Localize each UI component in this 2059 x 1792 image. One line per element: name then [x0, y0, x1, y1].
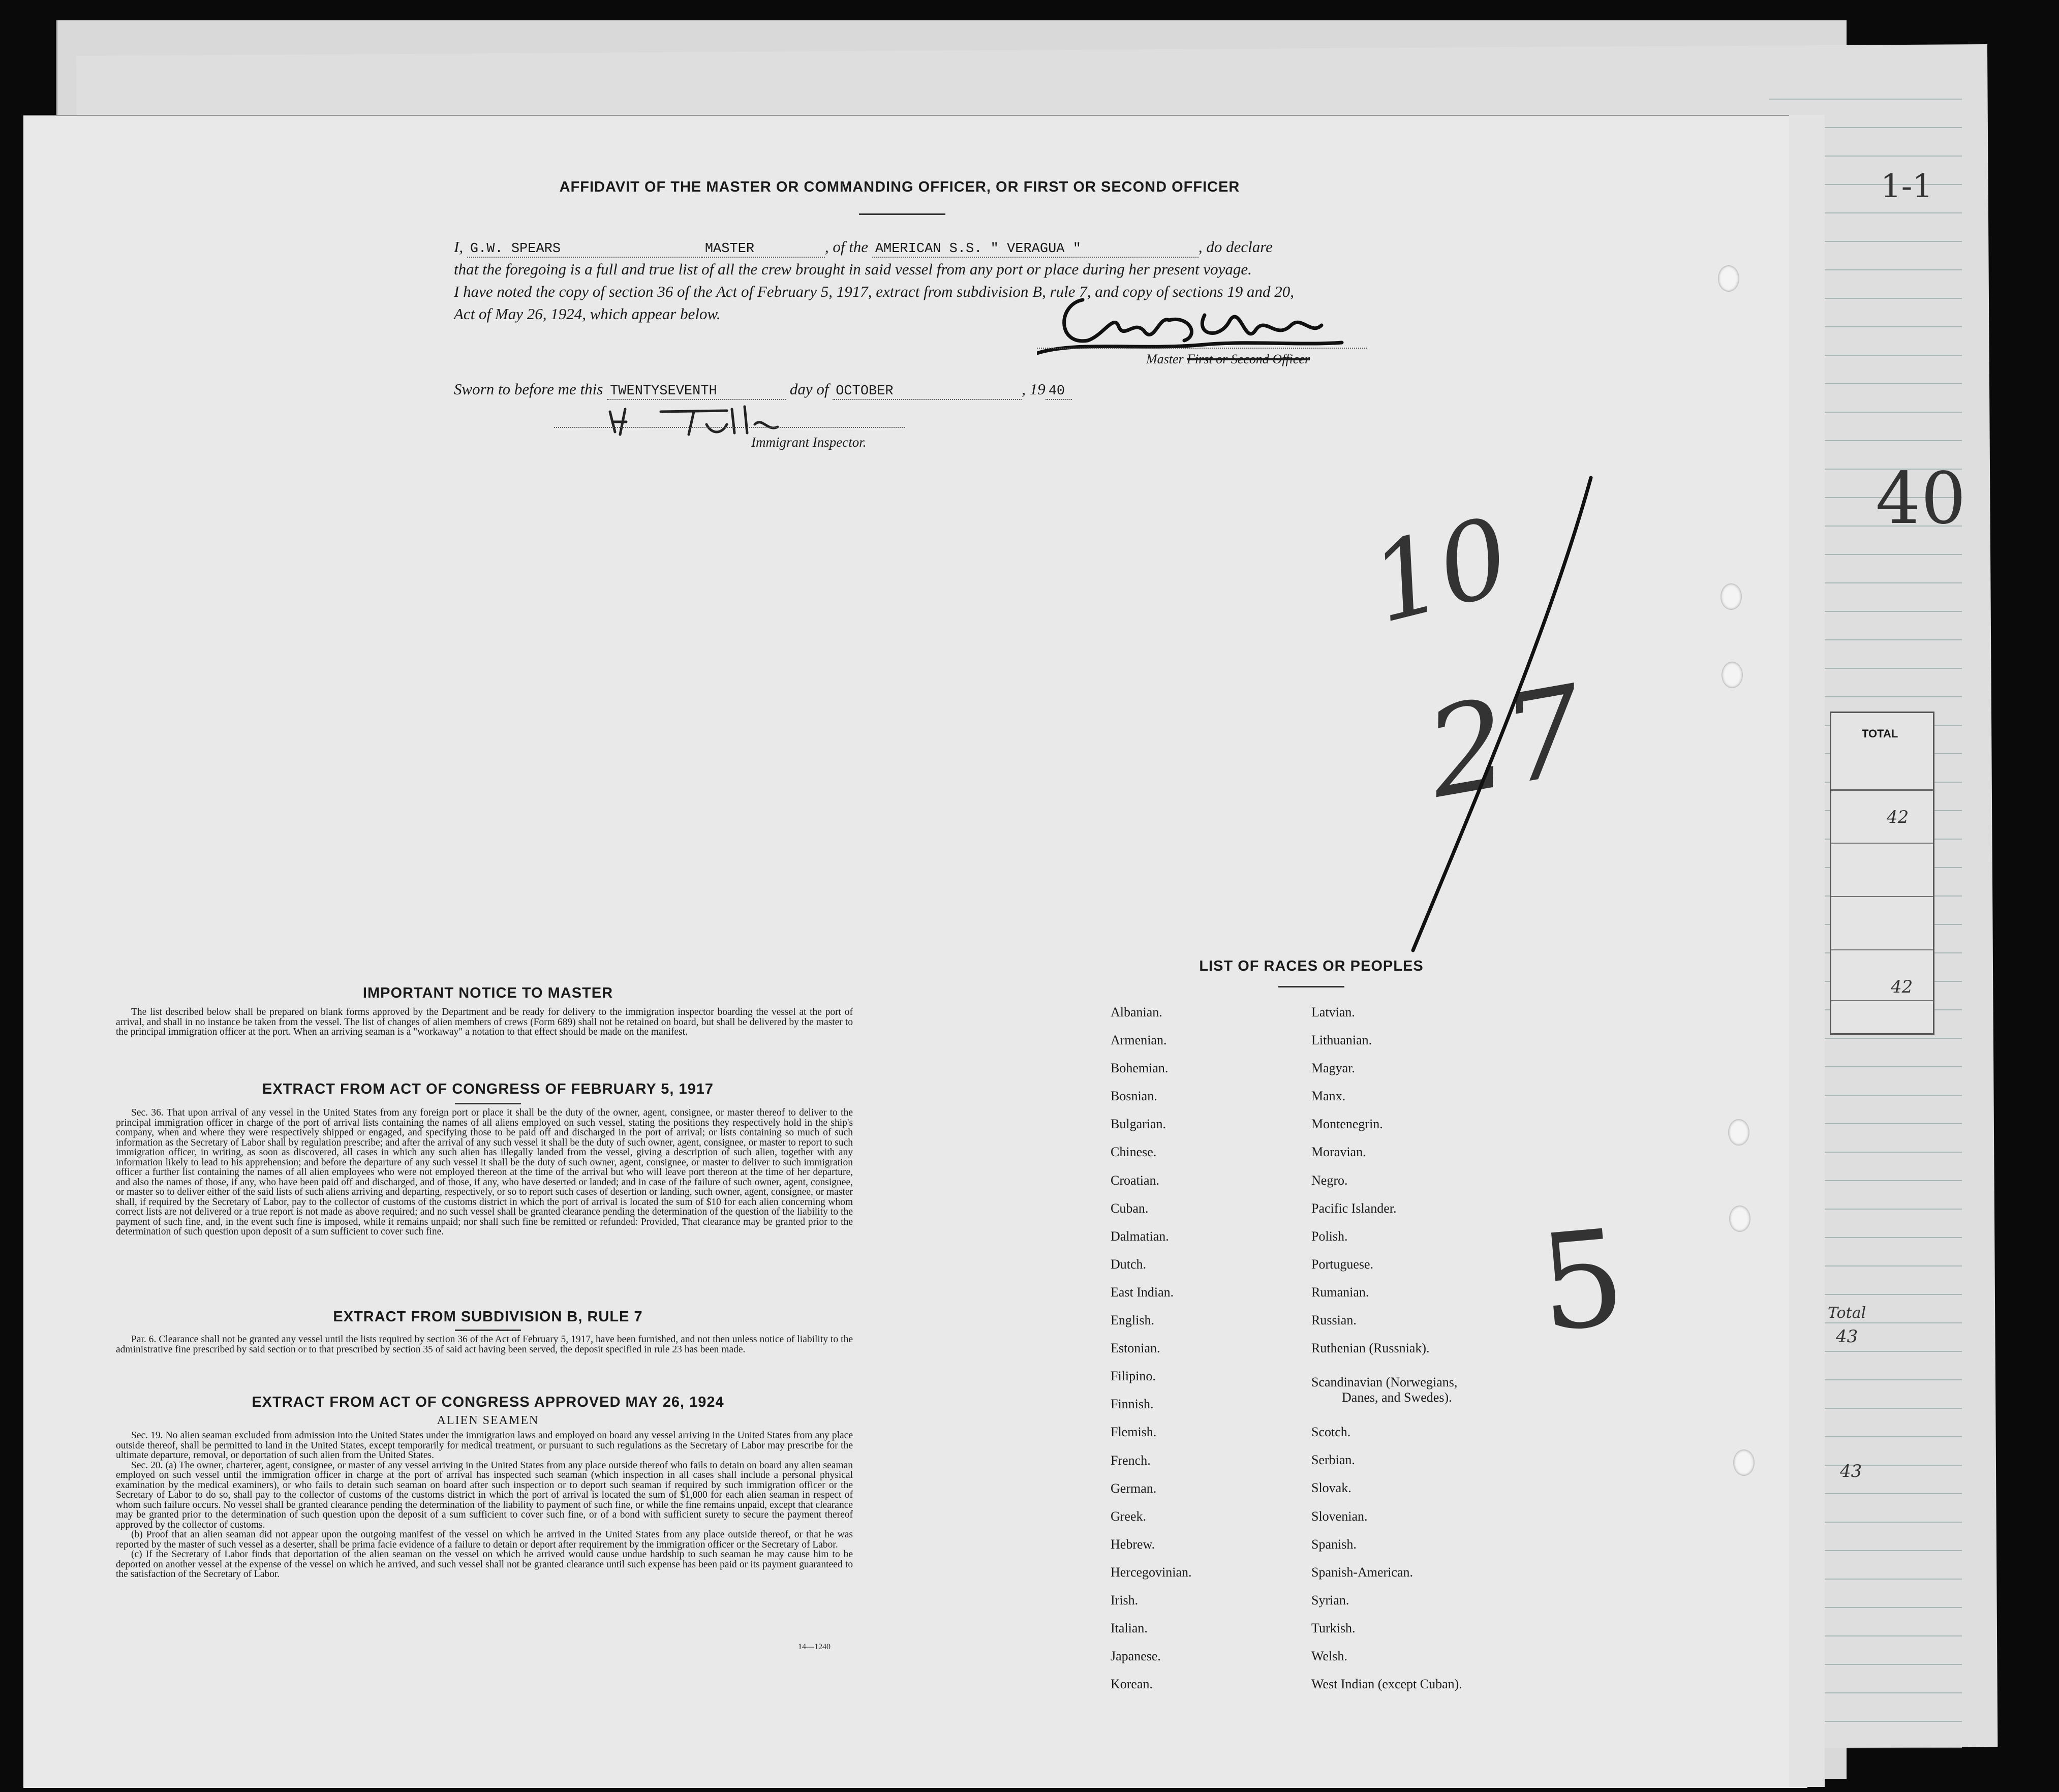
declaration-line-4: Act of May 26, 1924, which appear below.: [454, 305, 721, 323]
date-month: 10: [1359, 493, 1521, 647]
extract1-title: EXTRACT FROM ACT OF CONGRESS OF FEBRUARY 5, 1917: [262, 1081, 714, 1097]
page-number: 1-1: [1881, 168, 1933, 205]
punch-hole: [1729, 1206, 1750, 1232]
race-item: Welsh.: [1311, 1648, 1347, 1663]
race-item: Armenian.: [1111, 1033, 1167, 1048]
extract3-text: Sec. 19. No alien seaman excluded from admission into the United States under the immigration laws and employed on board any vessel arriving in the United States from any place outside thereof, shall be permitted to land in the United States, except temporarily for medical treatment, or pursuant to such regulations as the Secretary of Labor may prescribe for the ultimate departure, removal, or deportation of such alien from the United States. Sec. 20. (a) The owner, charterer, agent, consignee, or master of any vessel arriving in the United States from any place outside thereof who fails to detain on board any alien seaman employed on such vessel until the immigration officer in charge at the port of arrival has inspected such seaman (which inspection in all cases shall include a personal physical examination by the medical examiners), or who fails to detain such seaman on board after such inspection or to deport such seaman if required by such immigration officer or the Secretary of Labor to do so, shall pay to the collector of customs of the customs district in which the port of arrival is located the sum of $1,000 for each alien seaman in respect of whom such failure occurs. No vessel shall be granted clearance pending the determination of the liability to payment of such fine, or while the fine remains unpaid, except that clearance may be granted prior to the determination of such question upon the deposit of a sum sufficient to cover such fine, or of a bond with sufficient surety to secure the payment thereof approved by the collector of customs. (b) Proof that an alien seaman did not appear upon the outgoing manifest of the vessel on which he arrived in the United States from any place outside thereof, or that he was reported by the master of such vessel as a deserter, shall be prima facie evidence of a failure to detain or deport after requirement by the immigration officer or the Secretary of Labor. (c) If the Secretary of Labor finds that deportation of the alien seaman on the vessel on which he arrived would cause undue hardship to such seaman he may cause him to be deported on another vessel at the expense of the vessel on which he arrived, and such vessel shall not be granted clearance until such expense has been paid or its payment guaranteed to the satisfaction of the Secretary of Labor.: [116, 1430, 853, 1580]
sworn-day-field: TWENTYSEVENTH: [607, 384, 786, 400]
total-2: 43: [1840, 1461, 1862, 1481]
race-item: Portuguese.: [1311, 1256, 1374, 1272]
race-item: Filipino.: [1111, 1369, 1156, 1384]
race-item: Irish.: [1111, 1592, 1139, 1608]
date-day: 27: [1417, 658, 1595, 826]
affidavit-title: AFFIDAVIT OF THE MASTER OR COMMANDING OFFICER, OR FIRST OR SECOND OFFICER: [559, 179, 1240, 195]
race-item: Polish.: [1311, 1228, 1348, 1244]
struck-officer-text: First or Second Officer: [1187, 352, 1310, 366]
tally-header-label: TOTAL: [1862, 727, 1898, 740]
race-item: Slovak.: [1311, 1480, 1351, 1496]
tally-table: [1830, 712, 1934, 1035]
race-item: Flemish.: [1111, 1425, 1157, 1440]
race-item: Danes, and Swedes).: [1342, 1390, 1452, 1405]
punch-hole: [1728, 1119, 1749, 1146]
signature-label: Master First or Second Officer: [1146, 352, 1310, 366]
race-item: Italian.: [1111, 1621, 1148, 1636]
sheet-edge: [1789, 115, 1825, 1787]
race-item: Chinese.: [1111, 1145, 1157, 1160]
race-item: Pacific Islander.: [1311, 1200, 1397, 1216]
race-item: Hebrew.: [1111, 1536, 1155, 1552]
sworn-year-field: 40: [1046, 384, 1072, 400]
race-item: Serbian.: [1311, 1453, 1355, 1468]
form-number: 14—1240: [798, 1643, 831, 1651]
total-1: 43: [1836, 1326, 1858, 1347]
race-item: Montenegrin.: [1311, 1117, 1383, 1132]
race-item: Lithuanian.: [1311, 1033, 1372, 1048]
race-item: Estonian.: [1111, 1341, 1160, 1356]
section-rule: [455, 1330, 521, 1331]
declaration-line-3: I have noted the copy of section 36 of the Act of February 5, 1917, extract from subdivision B, rule 7, and copy of sections 19 and 20,: [454, 283, 1295, 300]
race-item: Moravian.: [1311, 1145, 1366, 1160]
race-item: Rumanian.: [1311, 1284, 1369, 1300]
race-item: Scotch.: [1311, 1425, 1351, 1440]
notice-text: The list described below shall be prepared on blank forms approved by the Department and be ready for delivery to the immigration inspector boarding the vessel at the port of arrival, and shall in no instance be taken from the vessel. The list of changes of alien members of crews (Form 689) shall not be retained on board, but shall be delivered by the master to the principal immigration officer at the port. When an arriving seaman is a "workaway" a notation to that effect should be made on the manifest.: [116, 1007, 853, 1037]
races-left-column: [1111, 1005, 1192, 1705]
race-item: Spanish-American.: [1311, 1564, 1413, 1580]
notice-title: IMPORTANT NOTICE TO MASTER: [362, 985, 613, 1001]
sworn-month-field: OCTOBER: [833, 384, 1022, 400]
inspector-line: [554, 427, 905, 428]
race-item: Scandinavian (Norwegians,: [1311, 1375, 1458, 1390]
extract3-subtitle: ALIEN SEAMEN: [437, 1414, 539, 1427]
tally-row: [1831, 843, 1933, 897]
total-label: Total: [1828, 1304, 1866, 1322]
race-item: Magyar.: [1311, 1061, 1355, 1076]
section-rule: [1278, 986, 1344, 987]
section-rule: [455, 1103, 521, 1104]
race-item: Bosnian.: [1111, 1089, 1157, 1104]
tally-row: [1831, 789, 1933, 844]
title-rule: [859, 213, 945, 215]
declaration-line-2: that the foregoing is a full and true list of all the crew brought in said vessel from any port or place during her present voyage.: [454, 260, 1252, 278]
race-item: Bulgarian.: [1111, 1117, 1166, 1132]
race-item: Cuban.: [1111, 1200, 1149, 1216]
race-item: English.: [1111, 1313, 1154, 1328]
vessel-field: AMERICAN S.S. " VERAGUA ": [872, 241, 1198, 258]
race-item: Turkish.: [1311, 1620, 1356, 1635]
margin-digit: 5: [1533, 1201, 1631, 1362]
extract2-title: EXTRACT FROM SUBDIVISION B, RULE 7: [333, 1309, 643, 1325]
punch-hole: [1718, 265, 1739, 292]
race-item: Spanish.: [1311, 1536, 1357, 1552]
race-item: Hercegovinian.: [1111, 1564, 1192, 1580]
punch-hole: [1733, 1449, 1755, 1476]
tally-header: [1831, 713, 1933, 791]
race-item: Dalmatian.: [1111, 1228, 1169, 1244]
extract1-text: Sec. 36. That upon arrival of any vessel in the United States from any foreign port or place it shall be the duty of the owner, agent, consignee, or master thereof to deliver to the principal immigration officer in charge of the port of arrival lists containing the names of all aliens employed on such vessel, stating the positions they respectively hold in the ship's company, when and where they were respectively shipped or engaged, and specifying those to be paid off and discharged in the port of arrival; or lists containing so much of such information as the Secretary of Labor shall by regulation prescribe; and after the arrival of any such vessel it shall be the duty of such owner, agent, consignee, or master to report to such immigration officer, in writing, as soon as discovered, all cases in which any such alien has illegally landed from the vessel, giving a description of such alien, together with any information likely to lead to his apprehension; and before the departure of any such vessel it shall be the duty of such owner, agent, consignee, or master to deliver to such immigration officer a further list containing the names of all alien employees who were not employed thereon at the time of the arrival but who will leave port thereon at the time of her departure, and also the names of those, if any, who have been paid off and discharged, and of those, if any, who have deserted or landed; and in case of the failure of such owner, agent, consignee, or master so to deliver either of the said lists of such aliens arriving and departing, respectively, or so to report such cases of desertion or landing, such owner, agent, consignee, or master shall, if required by the Secretary of Labor, pay to the collector of customs of the customs district in which the port of arrival is located the sum of $10 for each alien concerning whom correct lists are not delivered or a true report is not made as above required; and no such vessel shall be granted clearance pending the determination of the question of the liability to the payment of such fine, and, in the event such fine is imposed, while it remains unpaid; nor shall such fine be remitted or refunded: Provided, That clearance may be granted prior to the determination of such question upon deposit of a sum sufficient to cover such fine.: [116, 1107, 853, 1237]
declaration-line-1: I, G.W. SPEARS MASTER , of the AMERICAN S.S. " VERAGUA " , do declare: [454, 238, 1273, 257]
race-item: Negro.: [1311, 1172, 1348, 1188]
tally-total-2: 42: [1891, 977, 1913, 997]
races-right-column: [1311, 1005, 1462, 1705]
race-item: Latvian.: [1311, 1005, 1355, 1019]
tally-row: [1831, 896, 1933, 950]
sworn-line: Sworn to before me this TWENTYSEVENTH day of OCTOBER , 19 40: [454, 380, 1072, 400]
race-item: Russian.: [1311, 1313, 1357, 1328]
race-item: Finnish.: [1111, 1397, 1154, 1412]
race-item: French.: [1111, 1453, 1151, 1468]
race-item: Croatian.: [1111, 1172, 1160, 1188]
signature-line: [1037, 348, 1367, 349]
punch-hole: [1720, 583, 1742, 610]
extract3-title: EXTRACT FROM ACT OF CONGRESS APPROVED MAY 26, 1924: [252, 1394, 724, 1410]
race-item: West Indian (except Cuban).: [1311, 1677, 1462, 1692]
tally-total-1: 42: [1887, 807, 1909, 827]
master-name-field: G.W. SPEARS: [467, 241, 702, 258]
punch-hole: [1722, 662, 1743, 688]
partial-number: 40: [1876, 457, 1966, 540]
rank-field: MASTER: [702, 241, 825, 258]
race-item: German.: [1111, 1480, 1157, 1496]
race-item: Albanian.: [1111, 1005, 1162, 1019]
race-item: Japanese.: [1111, 1649, 1161, 1664]
race-item: East Indian.: [1111, 1284, 1174, 1300]
extract2-text: Par. 6. Clearance shall not be granted any vessel until the lists required by section 36 of the Act of February 5, 1917, have been furnished, and not then unless notice of liability to the administrative fine prescribed by said section or to that prescribed by section 35 of said act having been served, the deposit specified in rule 23 has been made.: [116, 1334, 853, 1355]
race-item: Slovenian.: [1311, 1508, 1368, 1524]
tally-row: [1831, 949, 1933, 1001]
race-item: Bohemian.: [1111, 1061, 1169, 1076]
race-item: Dutch.: [1111, 1256, 1147, 1272]
race-item: Manx.: [1311, 1089, 1346, 1104]
race-item: Korean.: [1111, 1677, 1153, 1692]
races-title: LIST OF RACES OR PEOPLES: [1199, 958, 1424, 974]
race-item: Ruthenian (Russniak).: [1311, 1341, 1430, 1356]
race-item: Greek.: [1111, 1508, 1147, 1524]
inspector-label: Immigrant Inspector.: [751, 435, 867, 450]
race-item: Syrian.: [1311, 1592, 1349, 1608]
